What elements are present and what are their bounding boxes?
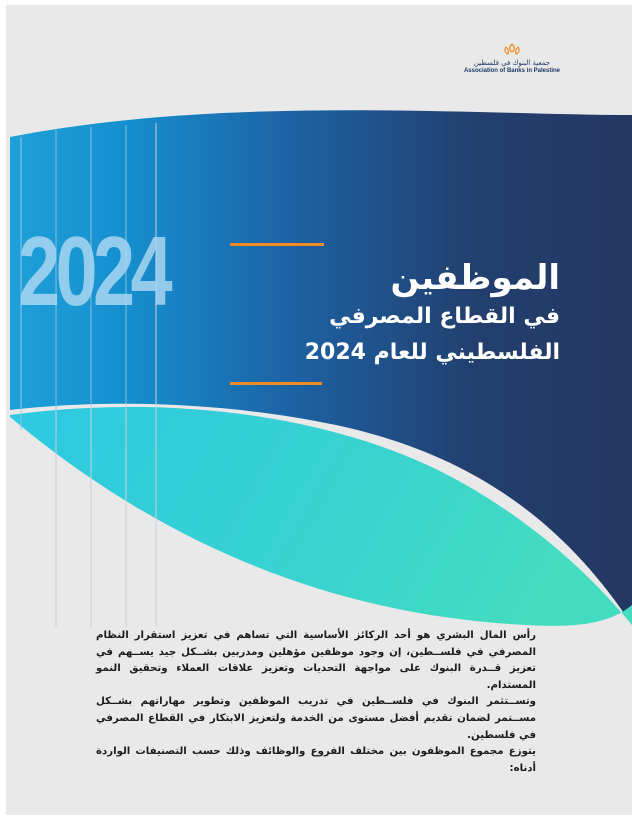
year-graphic: 2024 — [18, 216, 173, 326]
intro-paragraph-1: رأس المال البشري هو أحد الركائز الأساسية التي تساهم في تعزيز استقرار النظام المصرفي في فلســطين، إن وجود موظفين مؤهلين ومدربين بشــكل جيد يســهم في تعزيز قــدرة البنوك على مواجهة التحديات وتعزيز علاقات العملاء وتحقيق النمو المستدام. — [96, 630, 536, 691]
intro-paragraph-3: يتوزع مجموع الموظفون بين مختلف الفروع والوظائف وذلك حسب التصنيفات الواردة أدناه: — [96, 746, 536, 774]
title-line-2: في القطاع المصرفي — [329, 304, 560, 329]
intro-paragraph-2: وتســتثمر البنوك في فلســطين في تدريب الموظفين وتطوير مهاراتهم بشــكل مســتمر لضمان تقديم أفضل مستوى من الخدمة ولتعزيز الابتكار في القطاع المصرفي في فلسطين. — [96, 696, 536, 741]
association-name-english: Association of Banks in Palestine — [463, 68, 560, 74]
title-line-1: الموظفين — [390, 258, 560, 298]
title-line-3: الفلسطيني للعام 2024 — [304, 340, 560, 365]
association-logo — [464, 43, 560, 74]
report-cover-page — [6, 5, 632, 815]
abp-logo-mark-icon — [502, 43, 522, 57]
title-bottom-rule — [230, 382, 322, 385]
intro-text — [96, 628, 536, 777]
report-title — [230, 243, 560, 385]
association-name-arabic: جمعية البنوك في فلسطين — [473, 59, 551, 67]
title-top-rule — [230, 243, 324, 246]
